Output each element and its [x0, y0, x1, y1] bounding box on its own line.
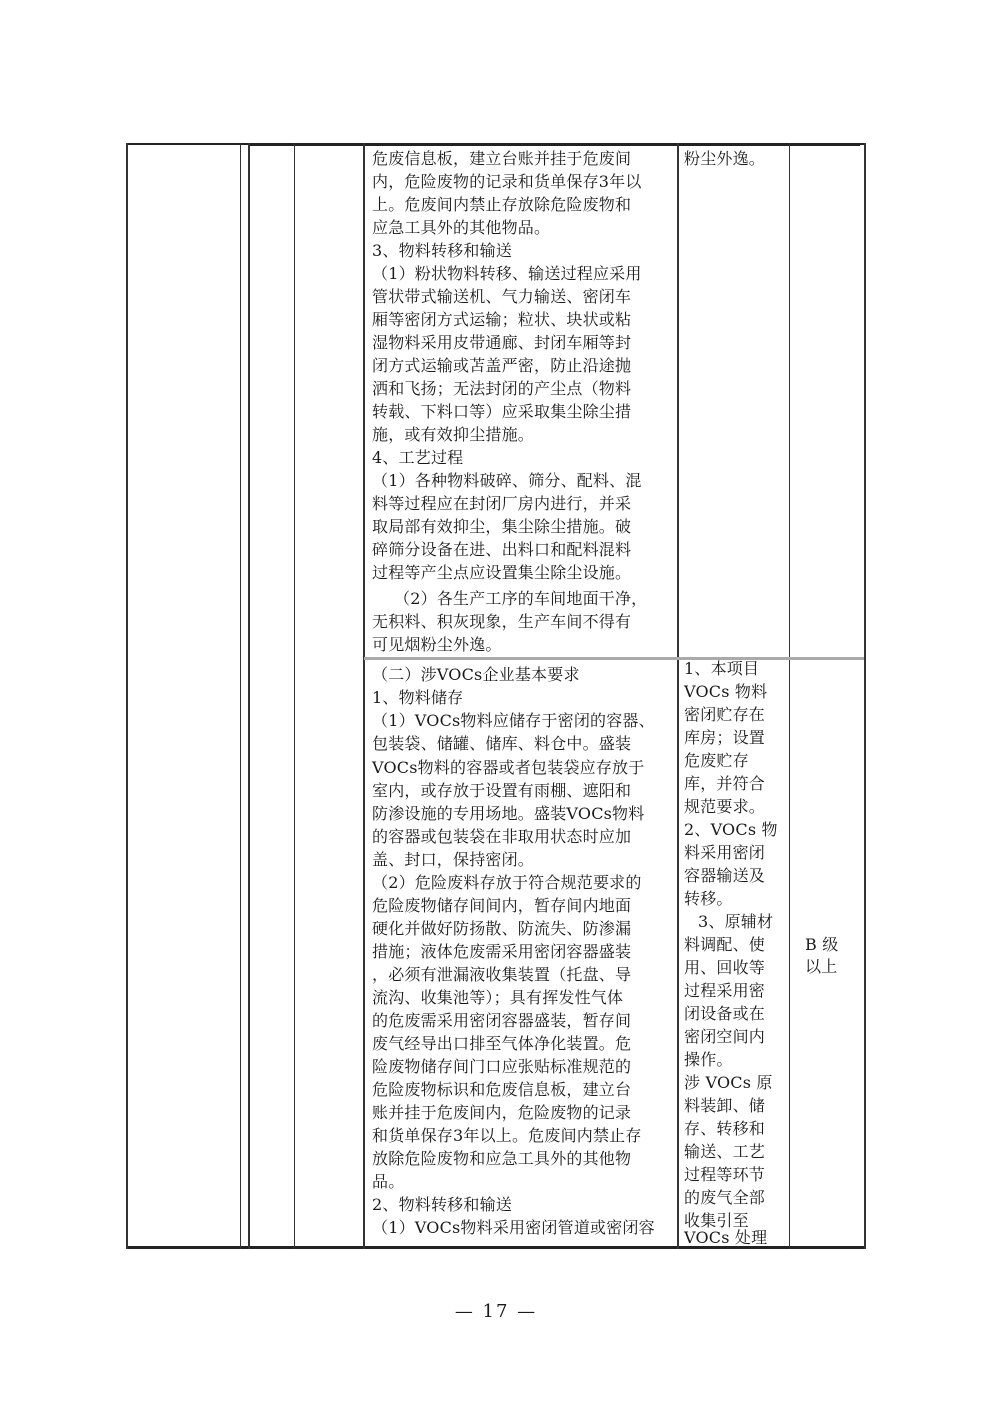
table-left-border: [126, 143, 128, 1249]
requirement-line: （1）VOCs物料应储存于密闭的容器、: [372, 711, 655, 730]
row1-note: 粉尘外逸。: [684, 149, 766, 168]
requirement-line: （1）VOCs物料采用密闭管道或密闭容: [372, 1218, 655, 1237]
column-divider-2: [248, 143, 250, 1249]
requirement-line: 危废信息板，建立台账并挂于危废间: [372, 149, 632, 168]
requirement-line: 盖、封口，保持密闭。: [372, 850, 535, 869]
row-separator: [364, 657, 864, 660]
requirement-line: 的容器或包装袋在非取用状态时应加: [372, 827, 632, 846]
note-line: 料采用密闭: [684, 843, 766, 862]
table-top-border-thick: [250, 143, 860, 146]
column-divider-3: [294, 143, 295, 1249]
requirement-line: 厢等密闭方式运输；粒状、块状或粘: [372, 310, 632, 329]
note-line: VOCs 处理: [684, 1228, 768, 1247]
note-line: 2、VOCs 物: [684, 820, 778, 839]
requirement-line: 危险废物标识和危废信息板，建立台: [372, 1080, 632, 1099]
column-divider-4: [363, 143, 365, 1249]
requirement-line: 和货单保存3年以上。危废间内禁止存: [372, 1126, 642, 1145]
requirement-line: 防渗设施的专用场地。盛装VOCs物料: [372, 804, 645, 823]
note-line: 用、回收等: [684, 958, 766, 977]
requirement-line: 硬化并做好防扬散、防流失、防渗漏: [372, 919, 632, 938]
requirement-line: 流沟、收集池等）；具有挥发性气体: [372, 988, 624, 1007]
requirement-line: 账并挂于危废间内，危险废物的记录: [372, 1103, 632, 1122]
requirement-line: 险废物储存间门口应张贴标准规范的: [372, 1057, 632, 1076]
requirement-line: 2、物料转移和输送: [372, 1195, 512, 1214]
requirement-line: （二）涉VOCs企业基本要求: [372, 665, 580, 684]
note-line: 密闭空间内: [684, 1027, 766, 1046]
requirement-line: （1）各种物料破碎、筛分、配料、混: [372, 471, 642, 490]
requirement-line: 管状带式输送机、气力输送、密闭车: [372, 287, 632, 306]
note-line: 危废贮存: [684, 751, 749, 770]
note-line: 料装卸、储: [684, 1096, 766, 1115]
requirement-line: （2）各生产工序的车间地面干净，: [394, 589, 648, 608]
note-line: 转移。: [684, 889, 733, 908]
requirement-line: 室内，或存放于设置有雨棚、遮阳和: [372, 781, 632, 800]
note-line: 库，并符合: [684, 774, 766, 793]
note-line: 过程采用密: [684, 981, 766, 1000]
requirement-line: 料等过程应在封闭厂房内进行，并采: [372, 494, 632, 513]
requirement-line: 包装袋、储罐、储库、料仓中。盛装: [372, 734, 632, 753]
note-line: 料调配、使: [684, 935, 766, 954]
requirement-line: 1、物料储存: [372, 688, 464, 707]
requirement-line: 碎筛分设备在进、出料口和配料混料: [372, 540, 632, 559]
column-divider-1: [240, 143, 241, 1249]
requirement-line: （2）危险废料存放于符合规范要求的: [372, 873, 642, 892]
requirement-line: 4、工艺过程: [372, 448, 464, 467]
requirement-line: 危险废物储存间间内，暂存间内地面: [372, 896, 632, 915]
note-line: 规范要求。: [684, 797, 766, 816]
requirement-line: 可见烟粉尘外逸。: [372, 635, 502, 654]
grade-label: B 级: [805, 935, 839, 954]
requirement-line: 应急工具外的其他物品。: [372, 218, 551, 237]
requirement-line: 转载、下料口等）应采取集尘除尘措: [372, 402, 632, 421]
note-line: VOCs 物料: [684, 682, 768, 701]
column-divider-6: [789, 143, 790, 1249]
column-divider-5: [677, 143, 679, 1249]
note-line: 操作。: [684, 1050, 733, 1069]
requirement-line: （1）粉状物料转移、输送过程应采用: [372, 264, 642, 283]
requirement-line: 废气经导出口排至气体净化装置。危: [372, 1034, 632, 1053]
requirement-line: 上。危废间内禁止存放除危险废物和: [372, 195, 632, 214]
note-line: 收集引至: [684, 1211, 749, 1230]
requirement-line: 湿物料采用皮带通廊、封闭车厢等封: [372, 333, 632, 352]
grade-label: 以上: [805, 957, 838, 976]
requirement-line: 取局部有效抑尘，集尘除尘措施。破: [372, 517, 632, 536]
requirement-line: 3、物料转移和输送: [372, 241, 512, 260]
note-line: 密闭贮存在: [684, 705, 766, 724]
requirement-line: 洒和飞扬；无法封闭的产尘点（物料: [372, 379, 632, 398]
note-line: 3、原辅材: [698, 912, 774, 931]
note-line: 存、转移和: [684, 1119, 766, 1138]
note-line: 输送、工艺: [684, 1142, 766, 1161]
note-line: 涉 VOCs 原: [684, 1073, 773, 1092]
requirement-line: 品。: [372, 1172, 405, 1191]
requirement-line: 措施；液体危废需采用密闭容器盛装: [372, 942, 632, 961]
note-line: 1、本项目: [684, 659, 760, 678]
requirement-line: ，必须有泄漏液收集装置（托盘、导: [372, 965, 632, 984]
requirement-line: 闭方式运输或苫盖严密，防止沿途抛: [372, 356, 632, 375]
note-line: 库房；设置: [684, 728, 766, 747]
requirement-line: 内，危险废物的记录和货单保存3年以: [372, 172, 642, 191]
table-right-border: [864, 143, 866, 1249]
requirement-line: 无积料、积灰现象，生产车间不得有: [372, 612, 632, 631]
requirement-line: 的危废需采用密闭容器盛装，暂存间: [372, 1011, 632, 1030]
note-line: 的废气全部: [684, 1188, 766, 1207]
note-line: 容器输送及: [684, 866, 766, 885]
note-line: 闭设备或在: [684, 1004, 766, 1023]
page-number: — 17 —: [454, 1301, 538, 1322]
requirement-line: 过程等产尘点应设置集尘除尘设施。: [372, 563, 632, 582]
requirement-line: 放除危险废物和应急工具外的其他物: [372, 1149, 632, 1168]
note-line: 过程等环节: [684, 1165, 766, 1184]
requirement-line: VOCs物料的容器或者包装袋应存放于: [372, 758, 645, 777]
requirement-line: 施，或有效抑尘措施。: [372, 425, 535, 444]
